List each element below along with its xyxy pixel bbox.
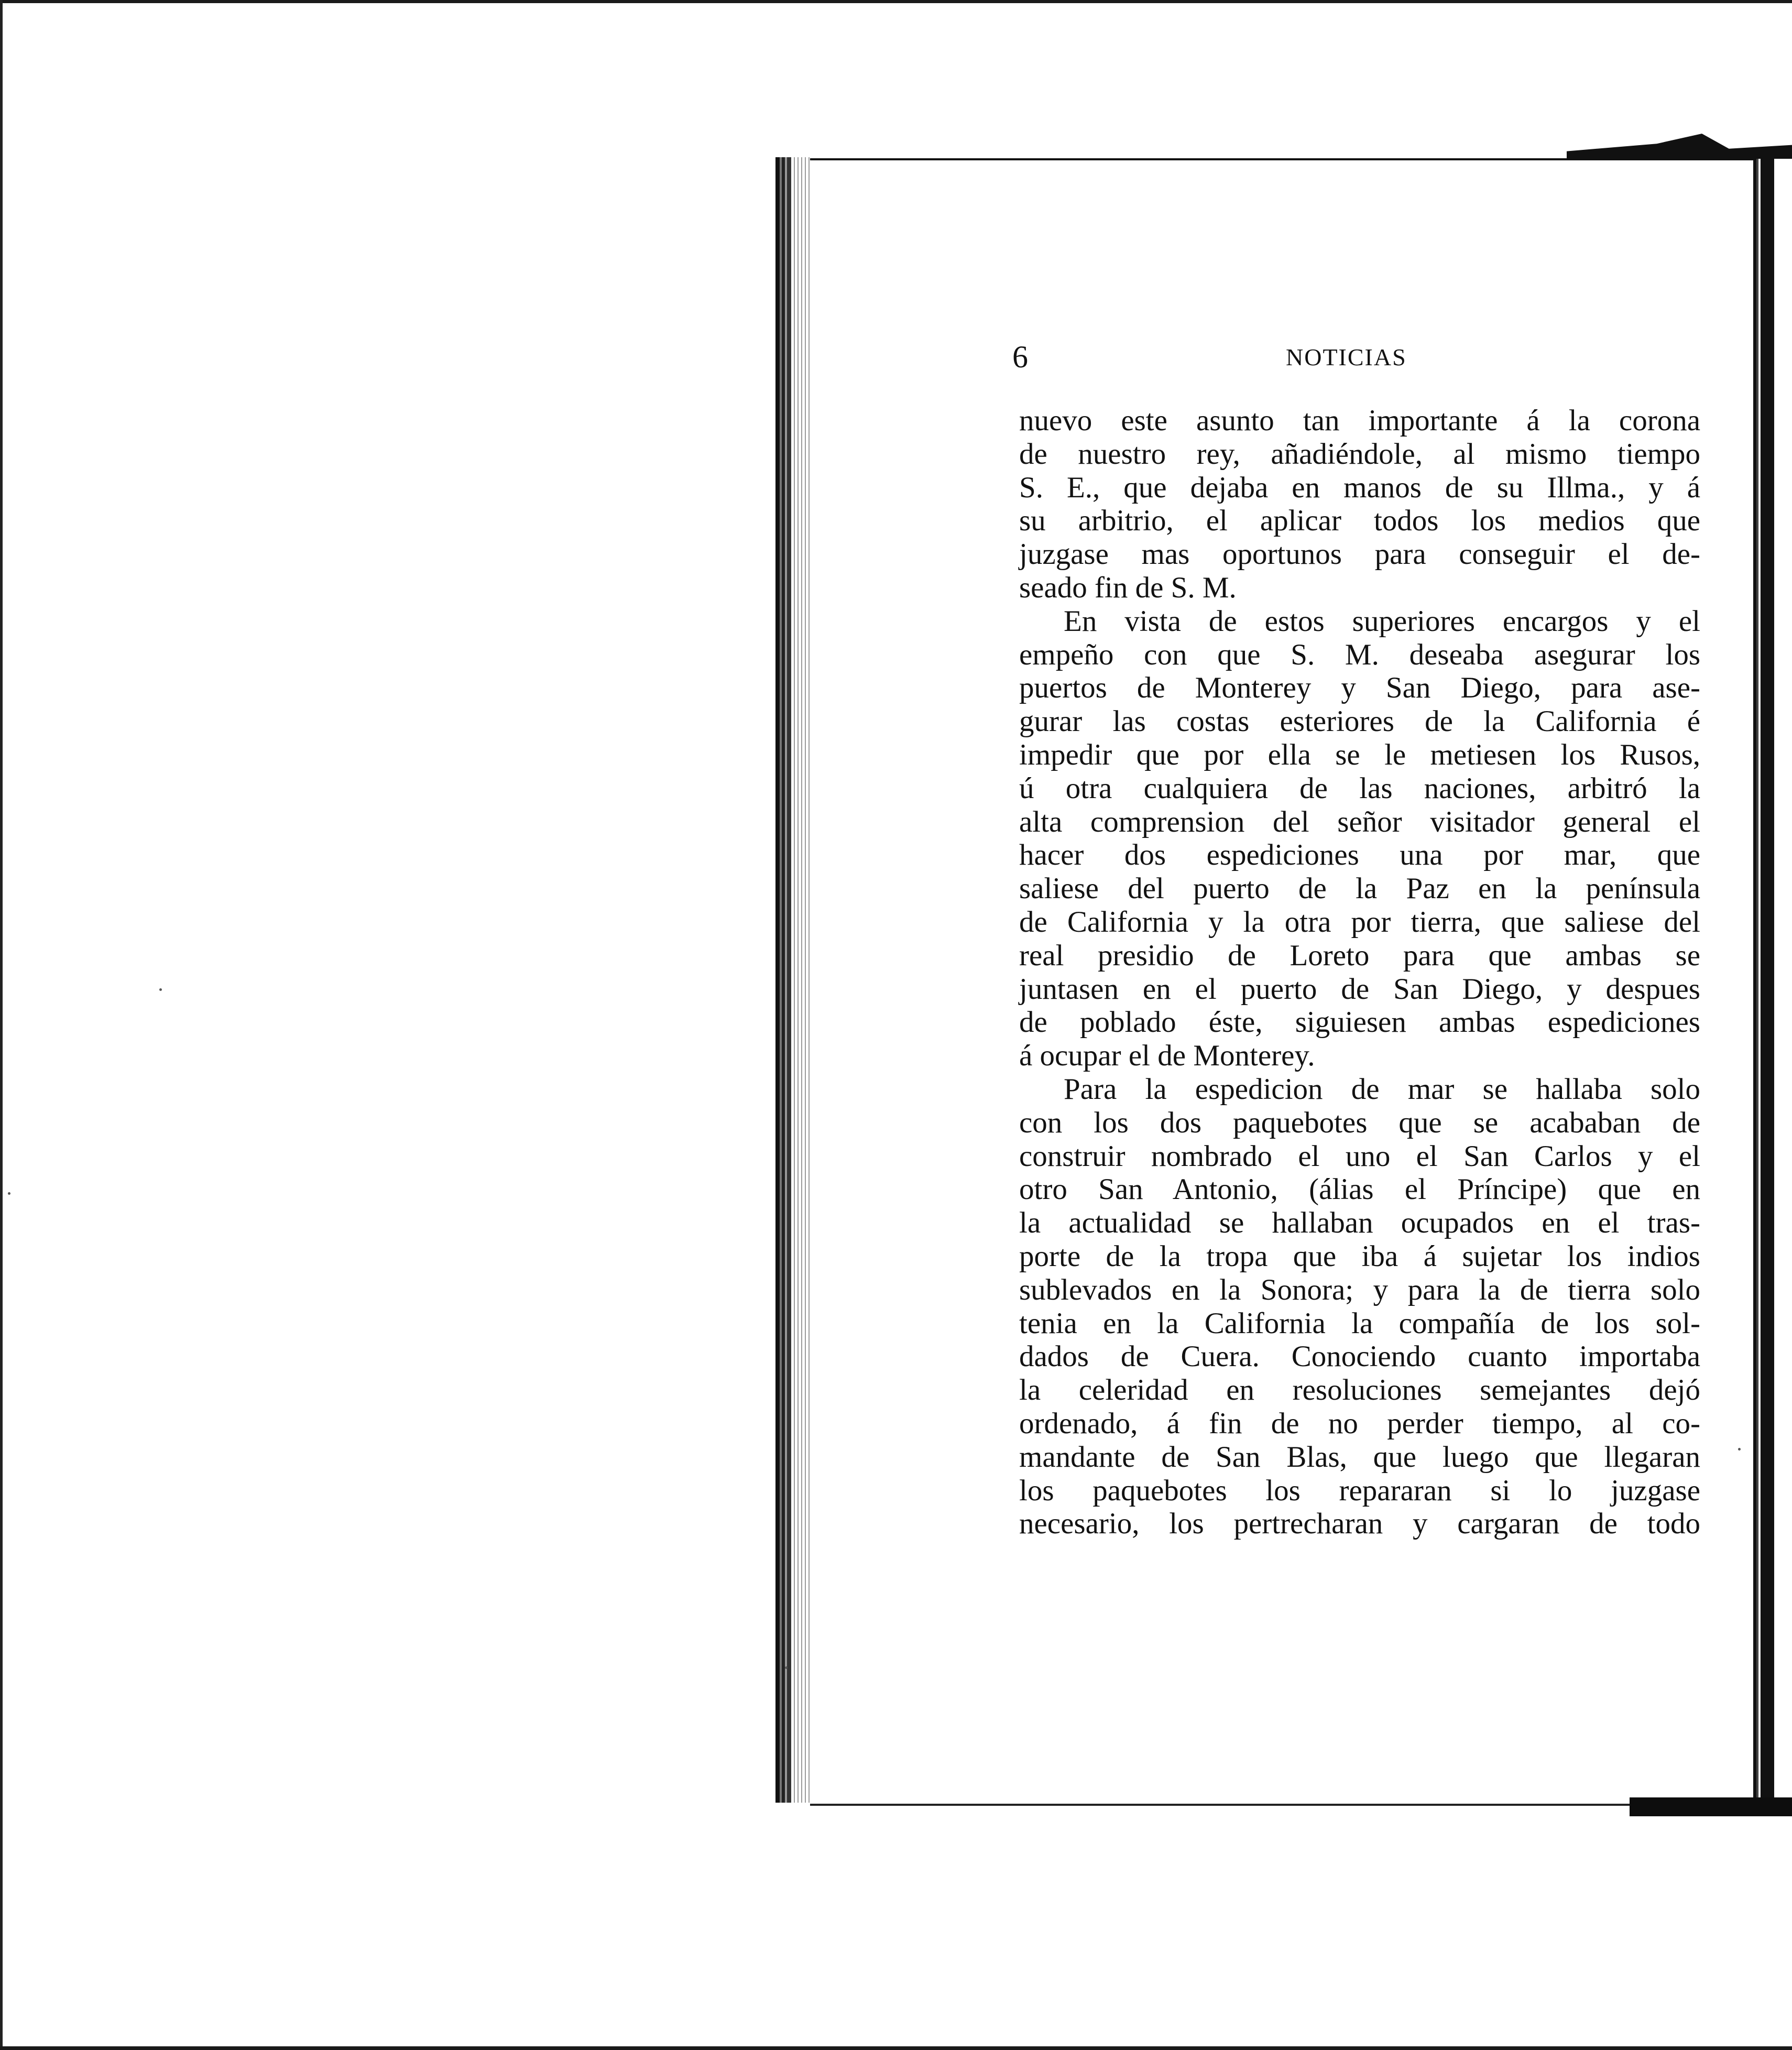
text-line: empeño con que S. M. deseaba asegurar los [1019,638,1700,671]
text-line: dados de Cuera. Conociendo cuanto importaba [1019,1340,1700,1373]
text-line: de poblado éste, siguiesen ambas espediciones [1019,1006,1700,1039]
dust-speck [8,1192,10,1195]
text-line: á ocupar el de Monterey. [1019,1039,1315,1073]
book-clip-bottom [1630,1797,1792,1816]
page-number: 6 [1012,340,1028,374]
text-line: S. E., que dejaba en manos de su Illma., y á [1019,471,1700,504]
dust-speck [159,988,162,991]
scan-left-border [0,0,3,2050]
text-line: la celeridad en resoluciones semejantes dejó [1019,1373,1700,1407]
text-line: los paquebotes los repararan si lo juzgase [1019,1474,1700,1507]
running-head: NOTICIAS [1286,344,1407,370]
text-line: saliese del puerto de la Paz en la península [1019,872,1700,906]
text-line: Para la espedicion de mar se hallaba solo [1064,1072,1700,1106]
text-line: En vista de estos superiores encargos y el [1064,604,1700,638]
text-line: su arbitrio, el aplicar todos los medios que [1019,504,1700,538]
text-line: porte de la tropa que iba á sujetar los indios [1019,1239,1700,1273]
book-clip-top [1567,134,1792,159]
text-line: ordenado, á fin de no perder tiempo, al co- [1019,1406,1700,1440]
text-line: construir nombrado el uno el San Carlos y el [1019,1139,1700,1173]
text-line: tenia en la California la compañía de los sol- [1019,1306,1700,1340]
text-line: sublevados en la Sonora; y para la de tierra solo [1019,1273,1700,1306]
text-line: real presidio de Loreto para que ambas se [1019,939,1700,972]
body-text [1019,404,1700,1541]
text-line: de nuestro rey, añadiéndole, al mismo tiempo [1019,437,1700,471]
scan-top-border [0,0,1792,3]
text-line: puertos de Monterey y San Diego, para ase- [1019,671,1700,705]
text-line: juntasen en el puerto de San Diego, y despues [1019,972,1700,1006]
text-line: juzgase mas oportunos para conseguir el de- [1019,538,1700,571]
text-line: ú otra cualquiera de las naciones, arbitró la [1019,771,1700,805]
text-line: gurar las costas esteriores de la California é [1019,705,1700,738]
text-line: de California y la otra por tierra, que saliese del [1019,905,1700,939]
page-right-edge [1753,155,1774,1805]
text-line: nuevo este asunto tan importante á la corona [1019,404,1700,437]
book-spine [775,157,791,1803]
dust-speck [1738,1448,1741,1451]
dust-speck [785,1666,788,1669]
text-line: con los dos paquebotes que se acababan de [1019,1106,1700,1139]
text-line: mandante de San Blas, que luego que llegaran [1019,1440,1700,1474]
text-line: alta comprension del señor visitador general el [1019,805,1700,838]
text-line: impedir que por ella se le metiesen los Rusos, [1019,738,1700,771]
text-line: otro San Antonio, (álias el Príncipe) que en [1019,1173,1700,1206]
page-stack-edges [791,157,810,1803]
scan-bottom-border [0,2046,1792,2050]
text-line: la actualidad se hallaban ocupados en el tras- [1019,1206,1700,1240]
text-line: hacer dos espediciones una por mar, que [1019,838,1700,872]
text-line: seado fin de S. M. [1019,571,1237,604]
text-line: necesario, los pertrecharan y cargaran de todo [1019,1507,1700,1541]
